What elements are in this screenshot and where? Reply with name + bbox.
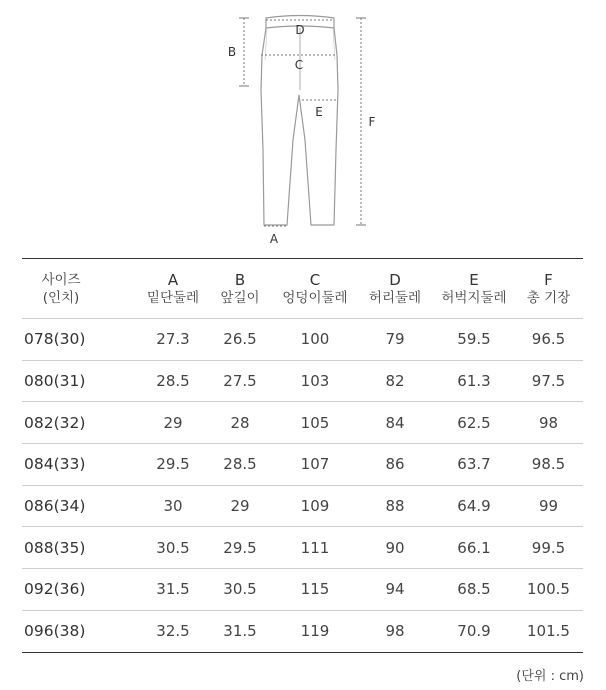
value-cell: 100.5: [514, 569, 583, 611]
value-cell: 30: [140, 485, 206, 527]
value-cell: 62.5: [434, 402, 514, 444]
value-cell: 84: [356, 402, 434, 444]
value-cell: 97.5: [514, 360, 583, 402]
header-label: 허리둘레: [368, 289, 422, 306]
size-cell: 086(34): [22, 485, 140, 527]
value-cell: 103: [274, 360, 356, 402]
unit-note: (단위 : cm): [516, 669, 584, 684]
value-cell: 111: [274, 527, 356, 569]
header-label: 앞길이: [220, 289, 260, 306]
value-cell: 82: [356, 360, 434, 402]
header-label: 총 기장: [526, 289, 571, 306]
header-b: [206, 259, 274, 319]
header-letter: F: [544, 270, 553, 289]
table-row: [22, 444, 583, 486]
value-cell: 29: [206, 485, 274, 527]
value-cell: 30.5: [206, 569, 274, 611]
header-label: 엉덩이둘레: [282, 289, 348, 306]
value-cell: 105: [274, 402, 356, 444]
value-cell: 101.5: [514, 610, 583, 652]
value-cell: 29.5: [206, 527, 274, 569]
table-row: [22, 319, 583, 361]
value-cell: 98: [514, 402, 583, 444]
value-cell: 31.5: [140, 569, 206, 611]
size-cell: 080(31): [22, 360, 140, 402]
value-cell: 28.5: [140, 360, 206, 402]
table-row: [22, 360, 583, 402]
value-cell: 86: [356, 444, 434, 486]
value-cell: 28: [206, 402, 274, 444]
value-cell: 90: [356, 527, 434, 569]
header-row: [22, 259, 583, 319]
header-a: [140, 259, 206, 319]
value-cell: 32.5: [140, 610, 206, 652]
value-cell: 64.9: [434, 485, 514, 527]
header-letter: D: [389, 270, 401, 289]
label-c: C: [294, 58, 304, 72]
pants-outline: [261, 16, 338, 226]
value-cell: 98.5: [514, 444, 583, 486]
size-cell: 084(33): [22, 444, 140, 486]
table-row: [22, 527, 583, 569]
size-cell: 082(32): [22, 402, 140, 444]
value-cell: 109: [274, 485, 356, 527]
header-label: 밑단둘레: [146, 289, 200, 306]
header-letter: A: [167, 270, 179, 289]
value-cell: 31.5: [206, 610, 274, 652]
size-cell: 088(35): [22, 527, 140, 569]
value-cell: 94: [356, 569, 434, 611]
table-row: [22, 485, 583, 527]
label-f: F: [368, 115, 376, 129]
value-cell: 99.5: [514, 527, 583, 569]
size-cell: 096(38): [22, 610, 140, 652]
table-row: [22, 569, 583, 611]
label-e: E: [315, 105, 323, 119]
value-cell: 30.5: [140, 527, 206, 569]
value-cell: 68.5: [434, 569, 514, 611]
value-cell: 107: [274, 444, 356, 486]
value-cell: 28.5: [206, 444, 274, 486]
value-cell: 29: [140, 402, 206, 444]
value-cell: 119: [274, 610, 356, 652]
value-cell: 96.5: [514, 319, 583, 361]
label-a: A: [269, 232, 279, 246]
label-d: D: [295, 23, 305, 37]
value-cell: 100: [274, 319, 356, 361]
header-size: [22, 259, 140, 319]
value-cell: 61.3: [434, 360, 514, 402]
header-label: 허벅지둘레: [441, 289, 507, 306]
pants-measurement-diagram: [0, 0, 606, 250]
value-cell: 115: [274, 569, 356, 611]
size-chart-table: [22, 258, 583, 653]
size-cell: 092(36): [22, 569, 140, 611]
header-letter: C: [309, 270, 321, 289]
value-cell: 79: [356, 319, 434, 361]
header-letter: E: [469, 270, 479, 289]
header-size-label: 사이즈: [41, 271, 81, 288]
value-cell: 59.5: [434, 319, 514, 361]
value-cell: 88: [356, 485, 434, 527]
header-letter: B: [234, 270, 246, 289]
value-cell: 66.1: [434, 527, 514, 569]
size-chart-body: [22, 319, 583, 653]
table-row: [22, 610, 583, 652]
header-d: [356, 259, 434, 319]
header-size-label: (인치): [42, 289, 80, 306]
header-f: [514, 259, 583, 319]
header-e: [434, 259, 514, 319]
value-cell: 27.3: [140, 319, 206, 361]
label-b: B: [227, 45, 237, 59]
value-cell: 26.5: [206, 319, 274, 361]
value-cell: 63.7: [434, 444, 514, 486]
header-c: [274, 259, 356, 319]
value-cell: 98: [356, 610, 434, 652]
value-cell: 29.5: [140, 444, 206, 486]
size-chart-header: [22, 259, 583, 319]
value-cell: 99: [514, 485, 583, 527]
size-cell: 078(30): [22, 319, 140, 361]
value-cell: 27.5: [206, 360, 274, 402]
value-cell: 70.9: [434, 610, 514, 652]
table-row: [22, 402, 583, 444]
